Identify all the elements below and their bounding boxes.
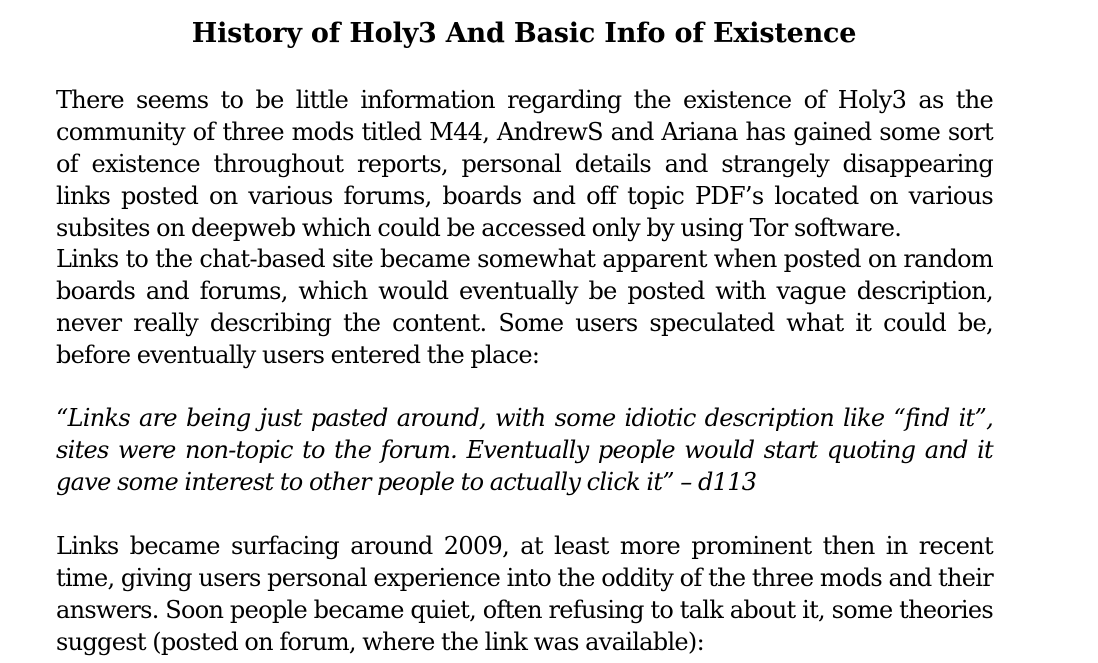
paragraph-intro: There seems to be little information regarding the existence of Holy3 as the community of three mods titled M44, AndrewS and Ariana has gained some sort of existence throughout reports, personal details and strangely disappearing links posted on various forums, boards and off topic PDF’s located on various subsites on deepweb which could be accessed only by using Tor software.: [56, 86, 993, 242]
paragraph-surfacing: Links became surfacing around 2009, at least more prominent then in recent time, giving users personal experience into the oddity of the three mods and their answers. Soon people became quiet, often refusing to talk about it, some theories suggest (posted on forum, where the link was available):: [56, 532, 993, 656]
paragraph-quote: “Links are being just pasted around, with some idiotic description like “find it”, sites were non-topic to the forum. Eventually people would start quoting and it gave some interest to other people to actually click it” – d113: [56, 404, 993, 496]
document-title: History of Holy3 And Basic Info of Existence: [191, 18, 857, 49]
paragraph-links: Links to the chat-based site became somewhat apparent when posted on random boards and forums, which would eventually be posted with vague description, never really describing the content. Some users speculated what it could be, before eventually users entered the place:: [56, 245, 993, 369]
